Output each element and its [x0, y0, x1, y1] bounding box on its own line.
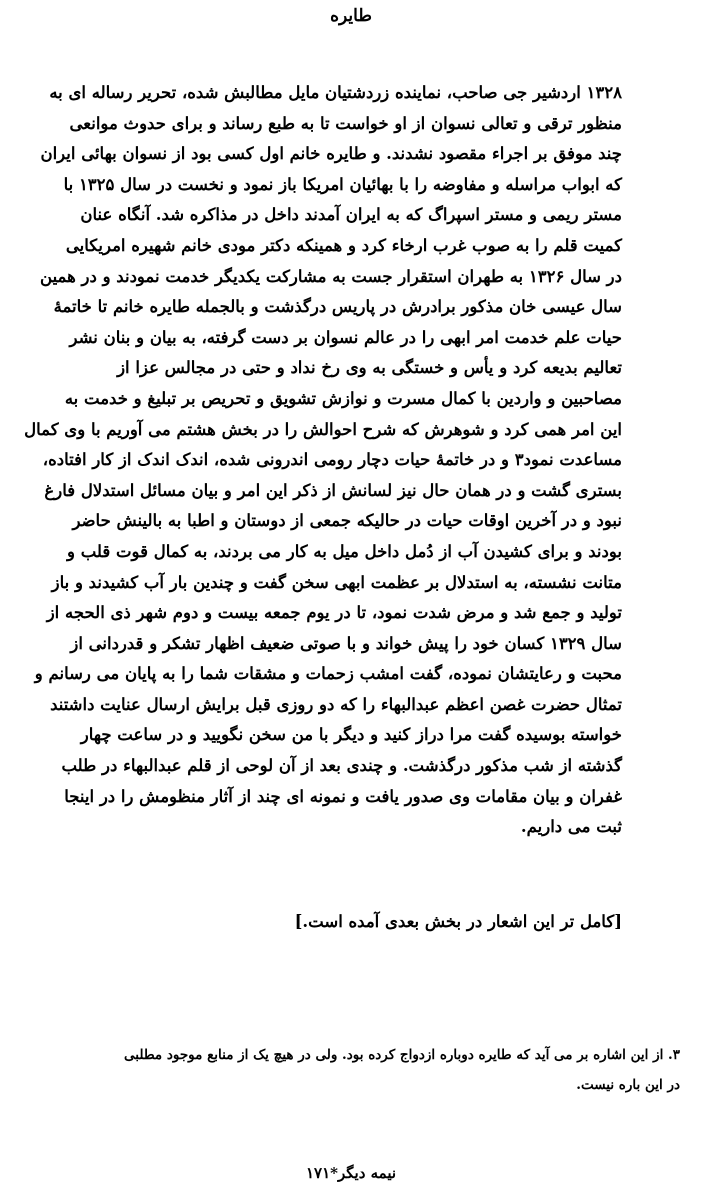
body-line: نبود و در آخرین اوقات حیات در حالیکه جمعی از دوستان و اطبا به بالینش حاضر — [72, 511, 622, 531]
body-line: مساعدت نمود۳ و در خاتمهٔ حیات دچار رومی اندرونی شده، اندک اندک از کار افتاده، — [42, 450, 622, 470]
body-line: بستری گشت و در همان حال نیز لسانش از ذکر این امر و بیان مسائل استدلال فارغ — [44, 480, 622, 500]
body-line: خواسته بوسیده گفت مرا دراز کنید و دیگر با من سخن نگویید و در ساعت چهار — [80, 725, 622, 745]
body-line: ثبت می داریم. — [520, 817, 622, 837]
body-line: حیات علم خدمت امر ابهی را در عالم نسوان بر دست گرفته، به بیان و بنان نشر — [69, 327, 622, 347]
body-line: سال عیسی خان مذکور برادرش در پاریس درگذشت و بالجمله طایره خانم تا خاتمهٔ — [53, 297, 622, 317]
body-line: سال ۱۳۲۹ کسان خود را پیش خواند و با صوتی ضعیف اظهار تشکر و قدردانی از — [70, 633, 622, 653]
body-line: متانت نشسته، به استدلال بر عظمت ابهی سخن گفت و چندین بار آب کشیدند و باز — [51, 572, 622, 592]
footnote-line: در این باره نیست. — [576, 1077, 680, 1093]
body-line: منظور ترقی و تعالی نسوان از او خواست تا به طبع رساند و برای حدوث موانعی — [69, 113, 622, 133]
body-line: محبت و رعایتشان نموده، گفت امشب زحمات و مشقات شما را به پایان می رسانم و — [34, 664, 622, 684]
body-line: تمثال حضرت غصن اعظم عبدالبهاء را که دو روزی قبل برایش ارسال عنایت داشتند — [50, 694, 622, 714]
editor-note: [کامل تر این اشعار در بخش بعدی آمده است.] — [294, 912, 622, 931]
body-line: مصاحبین و واردین با کمال مسرت و نوازش تشویق و تحریص بر تبلیغ و خدمت به — [64, 388, 622, 408]
body-paragraph — [24, 78, 622, 843]
body-line: بودند و برای کشیدن آب از دُمل داخل میل به کار می بردند، به کمال قوت قلب و — [67, 541, 622, 561]
body-line: تعالیم بدیعه کرد و یأس و خستگی به وی رخ نداد و حتی در مجالس عزا از — [117, 358, 622, 378]
body-line: کمیت قلم را به صوب غرب ارخاء کرد و همینکه دکتر مودی خانم شهیره امریکایی — [65, 235, 622, 255]
page-footer-label: نیمه دیگر*۱۷۱ — [305, 1164, 397, 1182]
body-line: در سال ۱۳۲۶ به طهران استقرار جست به مشارکت یکدیگر خدمت نمودند و در همین — [40, 266, 622, 286]
body-line: چند موفق بر اجراء مقصود نشدند. و طایره خانم اول کسی بود از نسوان بهائی ایران — [40, 144, 622, 164]
body-line: ۱۳۲۸ اردشیر جی صاحب، نماینده زردشتیان مایل مطالبش شده، تحریر رساله ای به — [49, 83, 622, 102]
body-line: مستر ریمی و مستر اسپراگ که به ایران آمدند داخل در مذاکره شد. آنگاه عنان — [80, 205, 622, 225]
body-line: این امر همی کرد و شوهرش که شرح احوالش را در بخش هشتم می آوریم با وی کمال — [24, 419, 622, 439]
body-line: که ابواب مراسله و مفاوضه را با بهائیان امریکا باز نمود و نخست در سال ۱۳۲۵ با — [63, 174, 622, 194]
page-header-title: طایره — [330, 6, 372, 26]
body-line: غفران و بیان مقامات وی صدور یافت و نمونه ای چند از آثار منظومش را در اینجا — [64, 786, 622, 806]
body-line: تولید و جمع شد و مرض شدت نمود، تا در یوم جمعه بیست و دوم شهر ذی الحجه از — [46, 603, 622, 623]
footnote — [30, 1040, 680, 1100]
body-line: گذشته از شب مذکور درگذشت. و چندی بعد از آن لوحی از قلم عبدالبهاء در طلب — [61, 756, 622, 776]
footnote-line: ۳. از این اشاره بر می آید که طایره دوباره ازدواج کرده بود. ولی در هیچ یک از منابع موجود مطلبی — [124, 1047, 680, 1063]
